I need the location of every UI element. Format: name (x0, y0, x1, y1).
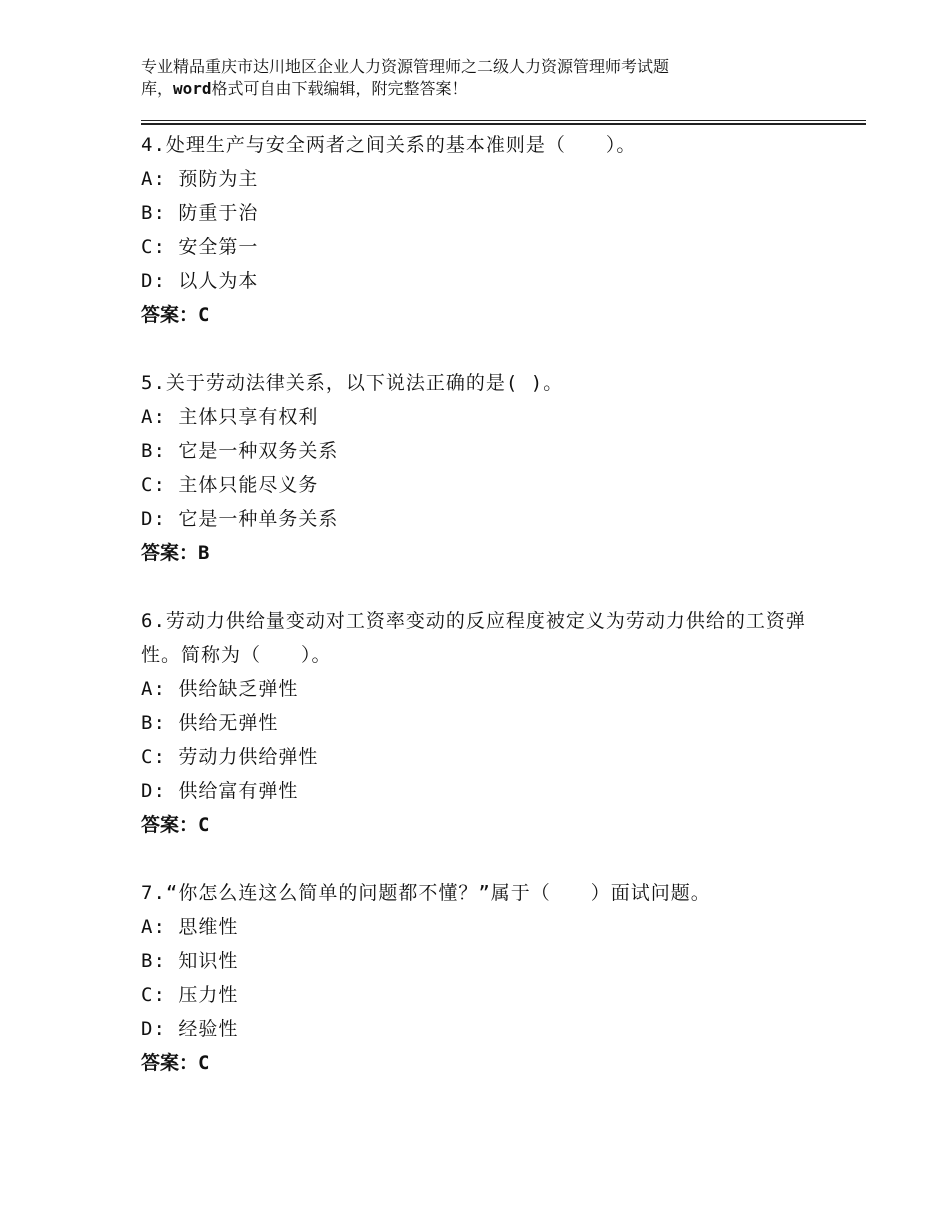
header-divider-thin (141, 120, 866, 121)
option-a: A: 思维性 (141, 916, 239, 938)
header-word-label: word (173, 79, 212, 98)
answer-label: 答案：C (141, 814, 210, 836)
option-b: B: 知识性 (141, 950, 239, 972)
option-a: A: 供给缺乏弹性 (141, 678, 299, 700)
header-line-2 (141, 78, 821, 100)
question-stem: 4.处理生产与安全两者之间关系的基本准则是（ ）。 (141, 134, 637, 156)
option-b: B: 它是一种双务关系 (141, 440, 339, 462)
header-line-1: 专业精品重庆市达川地区企业人力资源管理师之二级人力资源管理师考试题 (141, 57, 670, 76)
question-stem: 5.关于劳动法律关系，以下说法正确的是( )。 (141, 372, 564, 394)
option-d: D: 以人为本 (141, 270, 259, 292)
question-list (141, 128, 841, 1114)
option-c: C: 劳动力供给弹性 (141, 746, 319, 768)
option-b: B: 供给无弹性 (141, 712, 279, 734)
question-7 (141, 876, 841, 1080)
question-4 (141, 128, 841, 332)
answer-label: 答案：C (141, 1052, 210, 1074)
option-d: D: 供给富有弹性 (141, 780, 299, 802)
header-divider-thick (141, 123, 866, 125)
option-a: A: 主体只享有权利 (141, 406, 319, 428)
option-c: C: 安全第一 (141, 236, 259, 258)
option-d: D: 经验性 (141, 1018, 239, 1040)
option-c: C: 压力性 (141, 984, 239, 1006)
question-6 (141, 604, 841, 842)
option-a: A: 预防为主 (141, 168, 259, 190)
option-c: C: 主体只能尽义务 (141, 474, 319, 496)
question-5 (141, 366, 841, 570)
answer-label: 答案：C (141, 304, 210, 326)
question-stem: 7.“你怎么连这么简单的问题都不懂？”属于（ ）面试问题。 (141, 882, 711, 904)
answer-label: 答案：B (141, 542, 210, 564)
header-line-2-prefix: 库， (141, 79, 174, 98)
header-line-2-suffix: 格式可自由下载编辑，附完整答案！ (211, 79, 468, 98)
document-header (141, 56, 821, 100)
option-d: D: 它是一种单务关系 (141, 508, 339, 530)
option-b: B: 防重于治 (141, 202, 259, 224)
question-stem: 6.劳动力供给量变动对工资率变动的反应程度被定义为劳动力供给的工资弹性。简称为（ ）。 (141, 610, 806, 666)
